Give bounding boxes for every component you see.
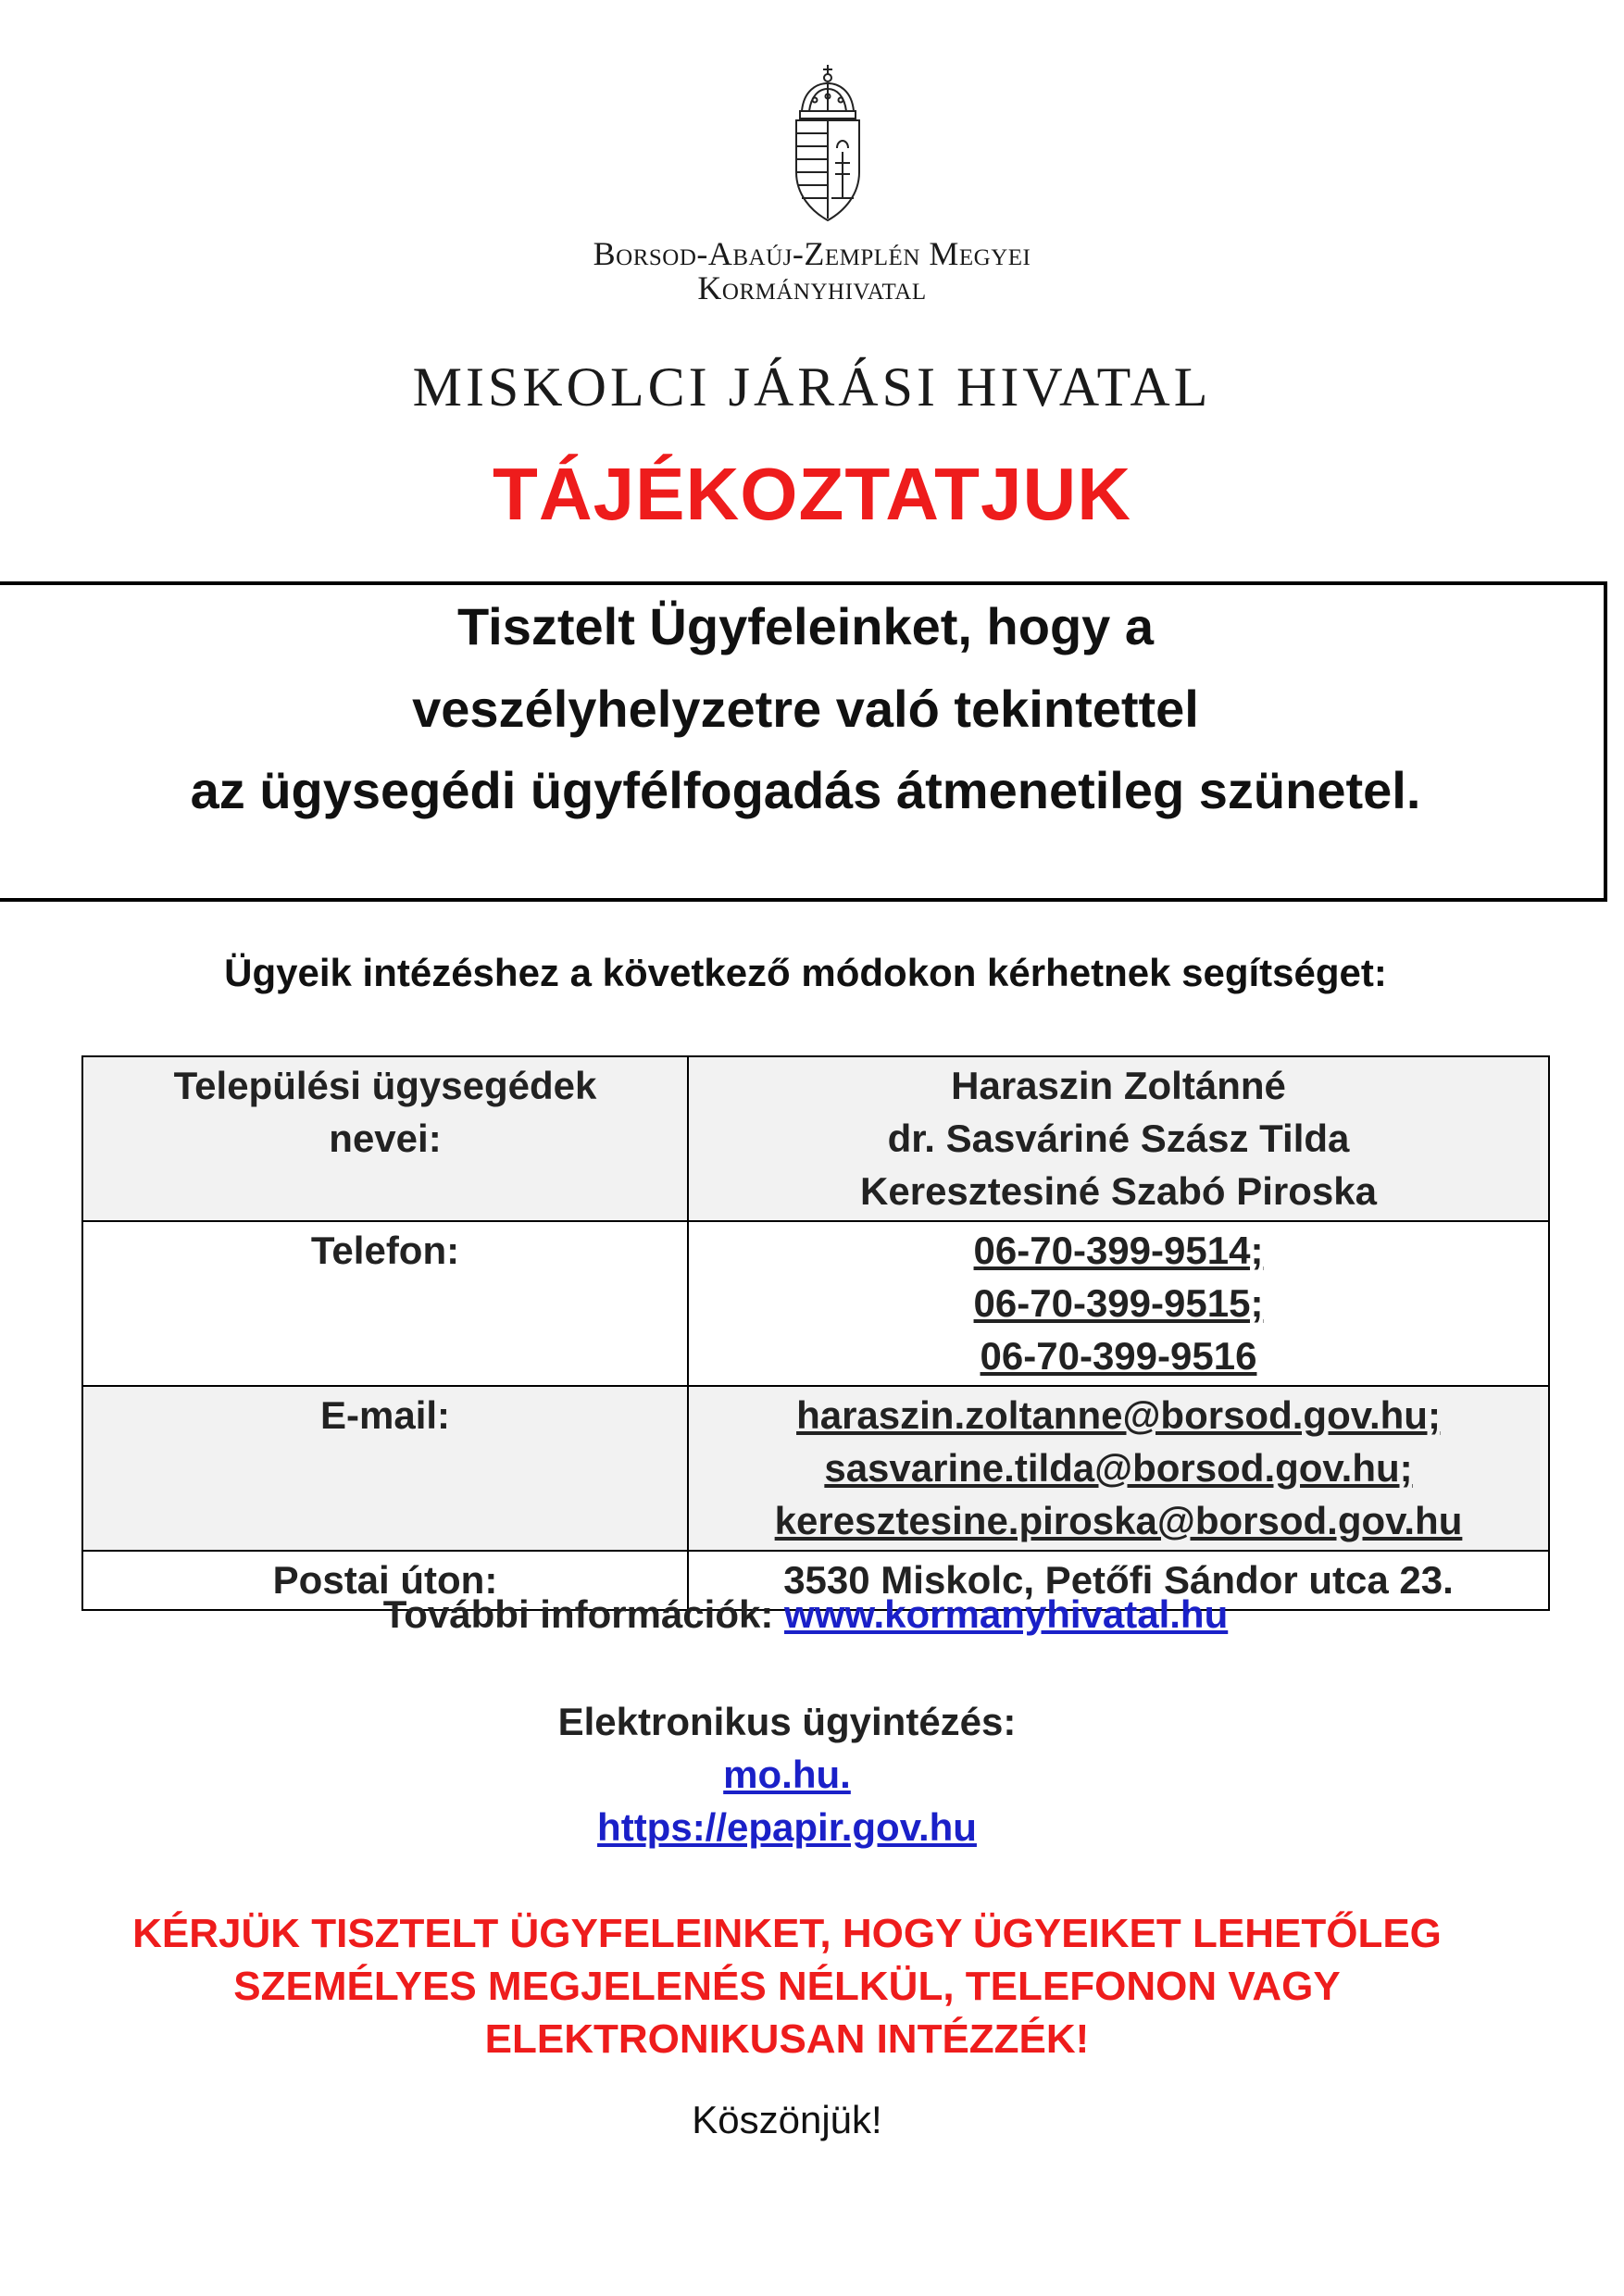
email-label: E-mail: (319, 1393, 451, 1437)
email-link[interactable]: sasvarine.tilda@borsod.gov.hu; (824, 1446, 1413, 1490)
postal-address: 3530 Miskolc, Petőfi Sándor utca 23. (783, 1558, 1454, 1602)
phone-number-link[interactable]: 06-70-399-9516 (980, 1334, 1257, 1378)
table-row-phone (82, 1221, 1549, 1386)
appeal-line-2: SZEMÉLYES MEGJELENÉS NÉLKÜL, TELEFONON VAGY (233, 1964, 1341, 2009)
email-label-cell (82, 1386, 688, 1551)
coat-of-arms-icon (789, 63, 867, 224)
organization-subtitle: Kormányhivatal (697, 269, 927, 306)
more-info (0, 1592, 1611, 1637)
appeal-line-1: KÉRJÜK TISZTELT ÜGYFELEINKET, HOGY ÜGYEIKET LEHETŐLEG (132, 1911, 1442, 1956)
table-row-names (82, 1056, 1549, 1221)
phone-label: Telefon: (310, 1229, 460, 1272)
phone-number-link[interactable]: 06-70-399-9514; (973, 1229, 1264, 1272)
kormanyhivatal-link[interactable]: www.kormanyhivatal.hu (784, 1592, 1229, 1636)
email-link[interactable]: haraszin.zoltanne@borsod.gov.hu; (796, 1393, 1441, 1437)
epapir-link[interactable]: https://epapir.gov.hu (597, 1805, 977, 1849)
names-label-cell (82, 1056, 688, 1221)
contact-table (81, 1055, 1550, 1611)
assistant-name: Keresztesiné Szabó Piroska (860, 1169, 1377, 1213)
email-value-cell (688, 1386, 1549, 1551)
names-label-line-2: nevei: (329, 1117, 442, 1160)
mohu-link[interactable]: mo.hu. (723, 1753, 851, 1796)
notice-line-2: veszélyhelyzetre való tekintettel (412, 680, 1199, 738)
notice-line-3: az ügysegédi ügyfélfogadás átmenetileg szünetel. (190, 761, 1421, 819)
assistant-name: dr. Sasváriné Szász Tilda (887, 1117, 1350, 1160)
names-value-cell (688, 1056, 1549, 1221)
appeal-line-3: ELEKTRONIKUSAN INTÉZZÉK! (484, 2016, 1090, 2062)
phone-number-link[interactable]: 06-70-399-9515; (973, 1281, 1264, 1325)
phone-value-cell (688, 1221, 1549, 1386)
post-label: Postai úton: (272, 1558, 498, 1602)
table-row-email (82, 1386, 1549, 1551)
organization-name: Borsod-Abaúj-Zemplén Megyei (593, 235, 1031, 272)
electronic-heading: Elektronikus ügyintézés: (557, 1700, 1017, 1743)
more-info-label: További információk: (382, 1592, 785, 1636)
closing-thanks: Köszönjük! (692, 2098, 882, 2141)
office-name: MISKOLCI JÁRÁSI HIVATAL (412, 356, 1212, 418)
contact-subtitle: Ügyeik intézéshez a következő módokon kérhetnek segítséget: (224, 951, 1387, 994)
headline: TÁJÉKOZTATJUK (492, 453, 1132, 535)
phone-label-cell (82, 1221, 688, 1386)
names-label-line-1: Települési ügysegédek (173, 1064, 597, 1107)
assistant-name: Haraszin Zoltánné (951, 1064, 1286, 1107)
email-link[interactable]: keresztesine.piroska@borsod.gov.hu (774, 1499, 1463, 1542)
notice-line-1: Tisztelt Ügyfeleinket, hogy a (456, 597, 1155, 655)
